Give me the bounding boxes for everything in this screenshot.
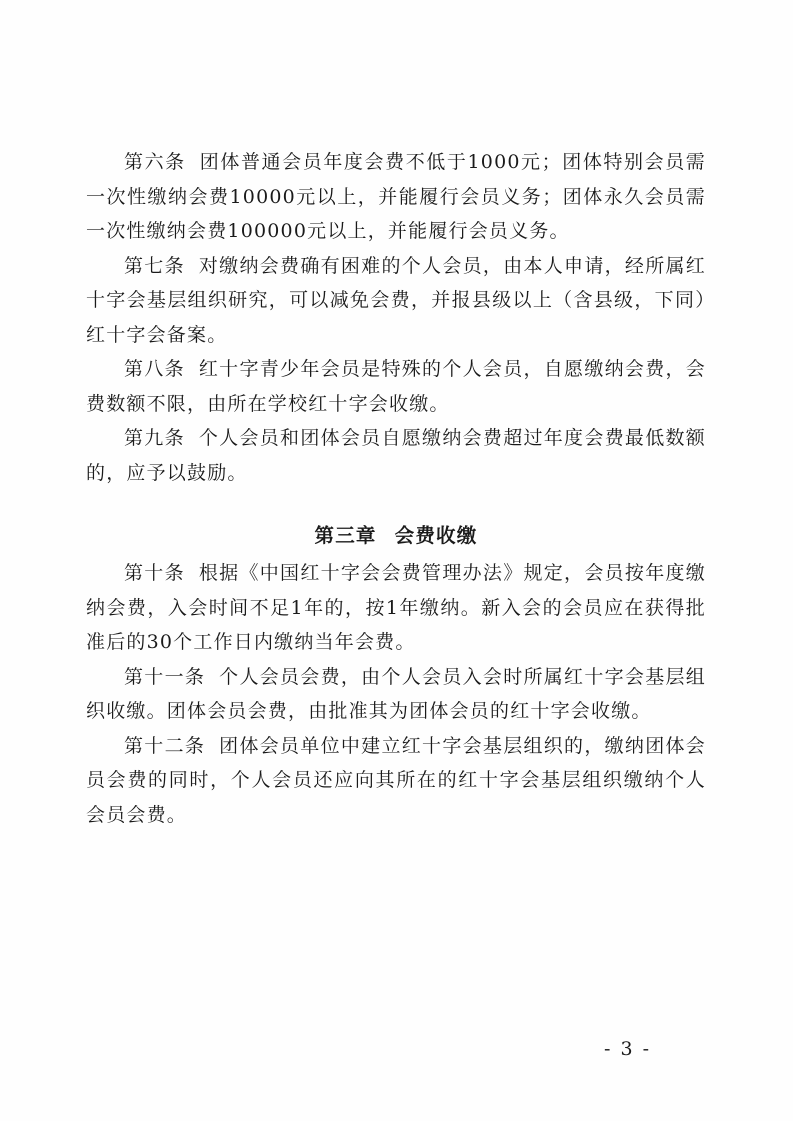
chapter-heading	[86, 516, 706, 556]
chapter-number: 第三章	[314, 524, 377, 547]
article-number: 第十二条	[124, 734, 206, 757]
article-10	[86, 556, 706, 660]
page-number: - 3 -	[603, 1038, 651, 1060]
article-8	[86, 352, 706, 421]
document-body	[86, 145, 706, 832]
article-number: 第八条	[124, 358, 185, 380]
article-number: 第六条	[124, 151, 186, 173]
article-number: 第十一条	[124, 665, 206, 688]
article-text: 对缴纳会费确有困难的个人会员，由本人申请，经所属红十字会基层组织研究，可以减免会费，并报县级以上（含县级，下同）红十字会备案。	[86, 254, 706, 346]
chapter-title: 会费收缴	[394, 524, 478, 547]
article-7	[86, 249, 706, 353]
article-text: 团体普通会员年度会费不低于1000元；团体特别会员需一次性缴纳会费10000元以上，并能履行会员义务；团体永久会员需一次性缴纳会费100000元以上，并能履行会员义务。	[86, 151, 706, 242]
article-text: 根据《中国红十字会会费管理办法》规定，会员按年度缴纳会费，入会时间不足1年的，按1年缴纳。新入会的会员应在获得批准后的30个工作日内缴纳当年会费。	[86, 562, 706, 653]
article-text: 红十字青少年会员是特殊的个人会员，自愿缴纳会费，会费数额不限，由所在学校红十字会收缴。	[86, 358, 706, 415]
article-number: 第十条	[124, 562, 185, 584]
article-6	[86, 145, 706, 249]
article-12	[86, 729, 706, 833]
article-text: 个人会员会费，由个人会员入会时所属红十字会基层组织收缴。团体会员会费，由批准其为团体会员的红十字会收缴。	[86, 665, 706, 722]
article-number: 第七条	[124, 254, 185, 277]
article-11	[86, 660, 706, 729]
article-text: 个人会员和团体会员自愿缴纳会费超过年度会费最低数额的，应予以鼓励。	[86, 427, 706, 484]
article-text: 团体会员单位中建立红十字会基层组织的，缴纳团体会员会费的同时，个人会员还应向其所在的红十字会基层组织缴纳个人会员会费。	[86, 734, 706, 826]
article-9	[86, 421, 706, 490]
article-number: 第九条	[124, 427, 185, 449]
